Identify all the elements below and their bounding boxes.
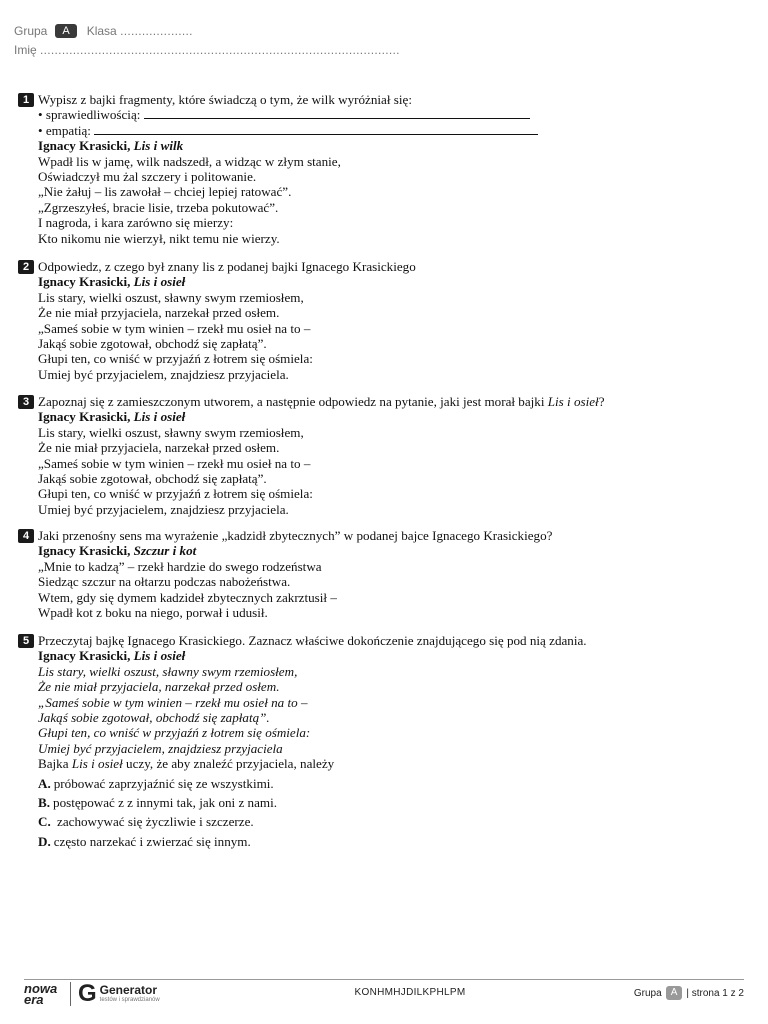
poem-line: Jakąś sobie zgotował, obchodź się zapłatą”.: [38, 471, 267, 487]
question-number-badge: 5: [18, 634, 34, 648]
poem-line: Że nie miał przyjaciela, narzekał przed osłem.: [38, 679, 280, 695]
logo-line: nowa: [24, 981, 58, 996]
poem-heading: [18, 543, 748, 558]
question-5-prompt: Przeczytaj bajkę Ignacego Krasickiego. Zaznacz właściwe dokończenie znajdującego się pod nią zdania.: [38, 633, 587, 648]
test-code: KONHMHJDILKPHLPM: [354, 987, 466, 998]
poem-heading: [18, 648, 748, 663]
poem-line: Głupi ten, co wniść w przyjaźń z łotrem się ośmiela:: [38, 351, 313, 367]
poem-heading: [18, 274, 748, 289]
poem-line: Wpadł kot z boku na niego, porwał i udusił.: [38, 605, 268, 621]
stem-text: Bajka: [38, 756, 69, 772]
answer-option-d[interactable]: [18, 834, 748, 849]
question-5-stem: [18, 756, 748, 771]
question-3-prompt-row: [18, 394, 748, 409]
question-number-badge: 4: [18, 529, 34, 543]
stem-text: uczy, że aby znaleźć przyjaciela, należy: [126, 756, 335, 772]
poem-line: Kto nikomu nie wierzył, nikt temu nie wierzy.: [38, 230, 280, 246]
poem-line: Umiej być przyjacielem, znajdziesz przyjaciela.: [38, 501, 289, 517]
question-4: [18, 528, 748, 620]
poem-line: Że nie miał przyjaciela, narzekał przed osłem.: [38, 305, 280, 321]
generator-title: Generator: [99, 983, 158, 997]
poem-line: Głupi ten, co wniść w przyjaźń z łotrem się ośmiela:: [38, 486, 313, 502]
question-1-prompt: Wypisz z bajki fragmenty, które świadczą o tym, że wilk wyróżniał się:: [38, 92, 412, 107]
option-text: postępować z z innymi tak, jak oni z nami.: [53, 795, 278, 811]
prompt-punct: ?: [598, 394, 605, 409]
question-number-badge: 3: [18, 395, 34, 409]
header-group-row: [14, 24, 193, 38]
poem-line: Wtem, gdy się dymem kadzideł zbytecznych zakrztusił –: [38, 589, 337, 605]
poem-title: Szczur i kot: [133, 543, 197, 559]
poem-line: Lis stary, wielki oszust, sławny swym rzemiosłem,: [38, 663, 298, 679]
poem-author: Ignacy Krasicki,: [38, 274, 131, 290]
answer-item-label: • empatią:: [38, 122, 91, 138]
poem-line: Umiej być przyjacielem, znajdziesz przyjaciela: [38, 740, 283, 756]
question-2-prompt-row: [18, 259, 748, 274]
option-letter: A.: [38, 775, 51, 791]
stem-title: Lis i osieł: [71, 756, 123, 772]
answer-option-b[interactable]: [18, 795, 748, 810]
poem-title: Lis i wilk: [133, 138, 184, 154]
question-1-prompt-row: [18, 92, 748, 107]
poem-line: „Nie żałuj – lis zawołał – chciej lepiej ratować”.: [38, 184, 292, 200]
header-name-row: [14, 43, 400, 57]
poem-line: Umiej być przyjacielem, znajdziesz przyjaciela.: [38, 366, 289, 382]
poem-line: „Zgrzeszyłeś, bracie lisie, trzeba pokutować”.: [38, 199, 279, 215]
answer-item-label: • sprawiedliwością:: [38, 107, 141, 123]
question-5: [18, 633, 748, 849]
question-3-prompt: [38, 394, 605, 409]
poem-heading: [18, 138, 748, 153]
option-letter: D.: [38, 833, 51, 849]
poem-author: Ignacy Krasicki,: [38, 543, 131, 559]
option-text: próbować zaprzyjaźnić się ze wszystkimi.: [53, 775, 274, 791]
poem-line: Jakąś sobie zgotował, obchodź się zapłatą”.: [38, 710, 270, 726]
poem-title: Lis i osieł: [133, 648, 186, 664]
group-badge: A: [55, 24, 76, 38]
page-info: [634, 986, 744, 1000]
poem-title: Lis i osieł: [133, 274, 186, 290]
prompt-text: Zapoznaj się z zamieszczonym utworem, a następnie odpowiedz na pytanie, jaki jest morał bajki: [38, 394, 545, 409]
name-label: Imię: [14, 43, 37, 57]
question-number-badge: 2: [18, 260, 34, 274]
logo-line: era: [24, 992, 44, 1007]
name-dots: ...................................................................................................: [40, 43, 400, 57]
answer-blank-empathy[interactable]: [94, 123, 538, 135]
poem-line: Głupi ten, co wniść w przyjaźń z łotrem się ośmiela:: [38, 725, 311, 741]
poem-title: Lis i osieł: [133, 409, 186, 425]
footer-divider: [24, 979, 744, 980]
question-4-prompt: Jaki przenośny sens ma wyrażenie „kadzidł zbytecznych” w podanej bajce Ignacego Krasickiego?: [38, 528, 553, 543]
option-letter: C.: [38, 814, 51, 830]
option-letter: B.: [38, 795, 51, 811]
answer-blank-justice[interactable]: [144, 107, 530, 119]
poem-line: Wpadł lis w jamę, wilk nadszedł, a widząc w złym stanie,: [38, 153, 341, 169]
class-dots: ....................: [120, 24, 193, 38]
generator-g-icon: G: [78, 980, 97, 1007]
poem-line: Jakąś sobie zgotował, obchodź się zapłatą”.: [38, 336, 267, 352]
question-2: [18, 259, 748, 382]
poem-author: Ignacy Krasicki,: [38, 409, 131, 425]
answer-option-a[interactable]: [18, 776, 748, 791]
question-5-prompt-row: [18, 633, 748, 648]
footer-group-badge: A: [666, 986, 683, 1000]
poem-line: „Sameś sobie w tym winien – rzekł mu osieł na to –: [38, 694, 308, 710]
poem-author: Ignacy Krasicki,: [38, 648, 131, 664]
poem-line: „Sameś sobie w tym winien – rzekł mu osieł na to –: [38, 320, 311, 336]
generator-subtitle: testów i sprawdzianów: [99, 997, 160, 1003]
poem-line: „Sameś sobie w tym winien – rzekł mu osieł na to –: [38, 455, 311, 471]
prompt-title: Lis i osieł: [547, 394, 599, 409]
answer-option-c[interactable]: [18, 814, 748, 829]
question-1: [18, 92, 748, 246]
group-label: Grupa: [14, 24, 48, 38]
footer-group-label: Grupa: [633, 987, 662, 999]
poem-line: Oświadczył mu żal szczery i politowanie.: [38, 169, 257, 185]
question-2-prompt: Odpowiedz, z czego był znany lis z podanej bajki Ignacego Krasickiego: [38, 259, 416, 274]
poem-line: I nagroda, i kara zarówno się mierzy:: [38, 215, 234, 231]
poem-line: Lis stary, wielki oszust, sławny swym rzemiosłem,: [38, 424, 304, 440]
question-number-badge: 1: [18, 93, 34, 107]
option-text: zachowywać się życzliwie i szczerze.: [53, 814, 254, 830]
poem-line: Siedząc szczur na ołtarzu podczas nabożeństwa.: [38, 574, 291, 590]
option-text: często narzekać i zwierzać się innym.: [53, 833, 251, 849]
poem-line: „Mnie to kadzą” – rzekł hardzie do swego rodzeństwa: [38, 558, 322, 574]
poem-line: Lis stary, wielki oszust, sławny swym rzemiosłem,: [38, 289, 304, 305]
answer-line-empathy: [18, 123, 748, 138]
class-label: Klasa: [86, 24, 117, 38]
poem-line: Że nie miał przyjaciela, narzekał przed osłem.: [38, 440, 280, 456]
poem-author: Ignacy Krasicki,: [38, 138, 131, 154]
poem-heading: [18, 409, 748, 424]
question-4-prompt-row: [18, 528, 748, 543]
question-3: [18, 394, 748, 517]
page-number: | strona 1 z 2: [686, 987, 744, 999]
answer-line-justice: [18, 107, 748, 122]
